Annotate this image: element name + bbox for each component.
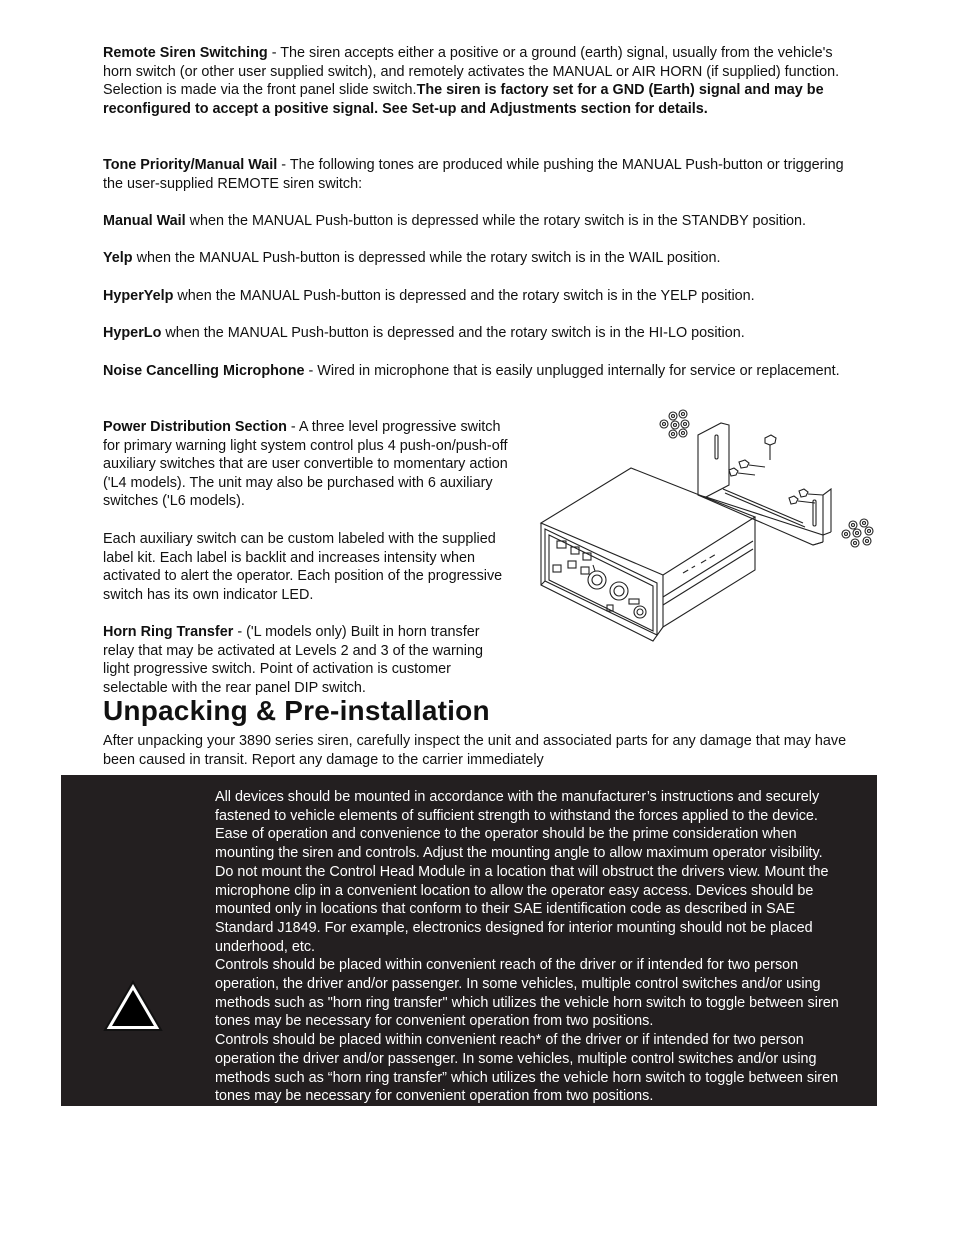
- warning-paragraph-3: Controls should be placed within convenient reach* of the driver or if intended for two person operation the driver and/or passenger. In some vehicles, multiple control switches and/or using methods such as “horn ring transfer” which utilizes the vehicle horn switch to toggle between siren tones may be necessary for convenient operation from two positions.: [215, 1032, 839, 1105]
- hyperlo-heading: HyperLo: [103, 325, 162, 341]
- warning-paragraph-2: Controls should be placed within convenient reach of the driver or if intended for two person operation, the driver and/or passenger. In some vehicles, multiple control switches and/or using methods such as "horn ring transfer" which utilizes the vehicle horn switch to toggle between siren tones may be necessary for convenient operation from two positions.: [215, 957, 839, 1030]
- unpacking-paragraph: [103, 732, 873, 769]
- horn-ring-heading: Horn Ring Transfer: [103, 624, 234, 640]
- warning-box: [61, 775, 877, 1106]
- hyperlo-text: when the MANUAL Push-button is depressed and the rotary switch is in the HI-LO position.: [161, 325, 745, 341]
- unpacking-text: After unpacking your 3890 series siren, carefully inspect the unit and associated parts for any damage that may have been caused in transit. Report any damage to the carrier immediately: [103, 733, 847, 768]
- microphone-heading: Noise Cancelling Microphone: [103, 363, 305, 379]
- hyperlo-paragraph: [103, 324, 863, 343]
- warning-paragraph-1: All devices should be mounted in accordance with the manufacturer’s instructions and securely fastened to vehicle elements of sufficient strength to withstand the forces applied to the device. Ease of operation and convenience to the operator should be the prime consideration when mounting the siren and controls. Adjust the mounting angle to allow maximum operator visibility. Do not mount the Control Head Module in a location that will obstruct the drivers view. Mount the microphone clip in a convenient location to allow the operator easy access. Devices should be mounted only in locations that conform to their SAE identification code as described in SAE Standard J1849. For example, electronics designed for interior mounting should not be placed underhood, etc.: [215, 789, 829, 955]
- warning-triangle-icon: [103, 980, 163, 1032]
- hyperyelp-heading: HyperYelp: [103, 288, 174, 304]
- tone-priority-heading: Tone Priority/Manual Wail: [103, 157, 278, 173]
- front-panel: [545, 529, 657, 635]
- remote-siren-text: - The siren accepts either a positive or a ground (earth) signal, usually from the vehicle's horn switch (or other user supplied switch), and remotely activates the MANUAL or AIR HORN (if supplied) function. Selection is made via the front panel slide switch.: [103, 45, 840, 99]
- manual-wail-heading: Manual Wail: [103, 213, 186, 229]
- microphone-paragraph: [103, 362, 863, 381]
- yelp-heading: Yelp: [103, 250, 133, 266]
- screw-cluster-top: [660, 410, 689, 438]
- label-kit-paragraph: [103, 530, 513, 604]
- label-kit-text: Each auxiliary switch can be custom labeled with the supplied label kit. Each label is backlit and increases intensity when activated to alert the operator. Each position of the progressive switch has its own indicator LED.: [103, 531, 503, 603]
- power-distribution-heading: Power Distribution Section: [103, 419, 287, 435]
- horn-ring-paragraph: [103, 623, 513, 697]
- warning-text: [215, 788, 845, 1106]
- power-distribution-text: - A three level progressive switch for primary warning light system control plus 4 push-on/push-off auxiliary switches that are user convertible to momentary action ('L4 models). The unit may also be purchased with 6 auxiliary switches ('L6 models).: [103, 419, 508, 510]
- remote-siren-heading: Remote Siren Switching: [103, 45, 268, 61]
- remote-siren-bold-text: The siren is factory set for a GND (Earth) signal and may be reconfigured to accept a positive signal. See Set-up and Adjustments section for details.: [103, 82, 824, 117]
- power-distribution-paragraph: [103, 418, 513, 511]
- manual-wail-text: when the MANUAL Push-button is depressed while the rotary switch is in the STANDBY position.: [185, 213, 807, 229]
- horn-ring-text: - ('L models only) Built in horn transfer relay that may be activated at Levels 2 and 3 of the warning light progressive switch. Point of activation is customer selectable with the rear panel DIP switch.: [103, 624, 483, 696]
- tone-priority-text: - The following tones are produced while pushing the MANUAL Push-button or triggering the user-supplied REMOTE siren switch:: [103, 157, 844, 192]
- unpacking-title: Unpacking & Pre-installation: [103, 695, 490, 726]
- yelp-text: when the MANUAL Push-button is depressed while the rotary switch is in the WAIL position.: [132, 250, 721, 266]
- microphone-text: - Wired in microphone that is easily unplugged internally for service or replacement.: [304, 363, 840, 379]
- bolts: [729, 435, 823, 504]
- hyperyelp-text: when the MANUAL Push-button is depressed and the rotary switch is in the YELP position.: [173, 288, 755, 304]
- yelp-paragraph: [103, 249, 863, 268]
- manual-wail-paragraph: [103, 212, 863, 231]
- remote-siren-paragraph: [103, 44, 863, 118]
- hyperyelp-paragraph: [103, 287, 863, 306]
- screw-cluster-right: [842, 519, 873, 547]
- siren-bracket-illustration: [533, 405, 898, 650]
- tone-priority-paragraph: [103, 156, 863, 193]
